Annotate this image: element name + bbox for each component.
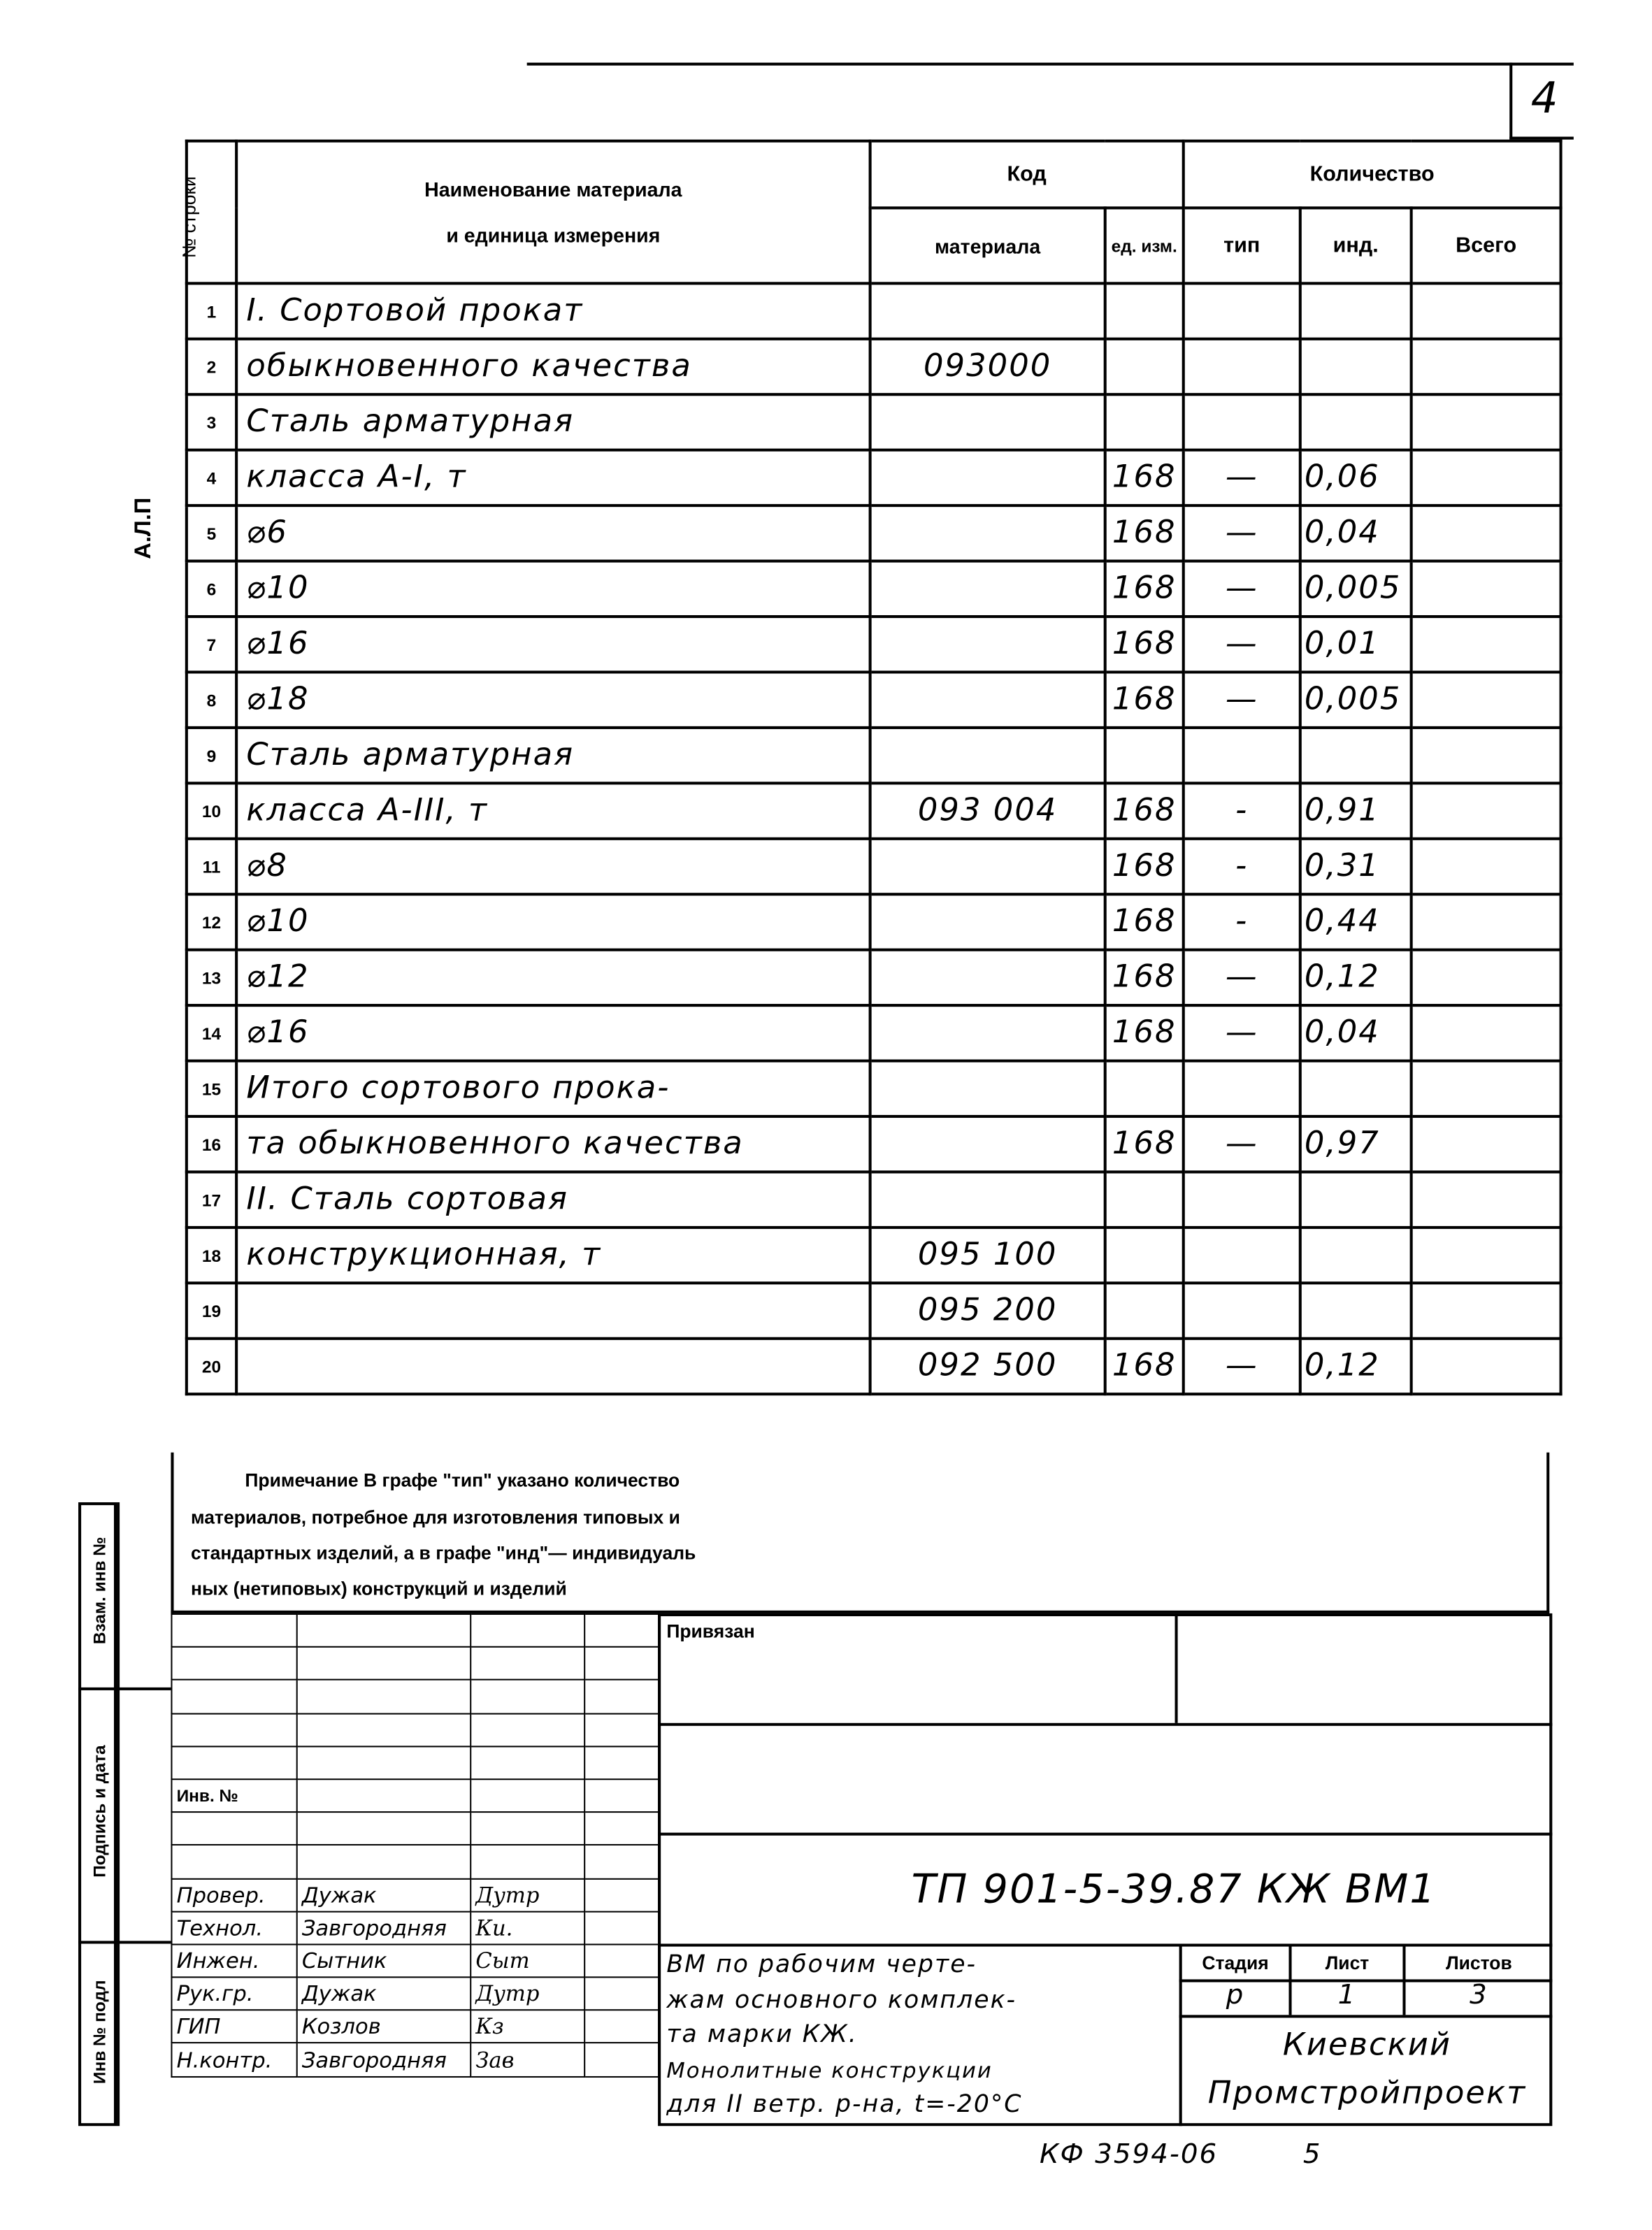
top-border-line: [527, 63, 1574, 66]
signature-grid: [171, 1613, 659, 2077]
signature: Дутр: [471, 1878, 584, 1911]
qty-ind: 0,12: [1300, 950, 1412, 1005]
qty-ind: 0,12: [1300, 1339, 1412, 1394]
signature-cell: [584, 1713, 659, 1746]
signature-cell: [471, 1812, 584, 1845]
material-code: [870, 505, 1105, 561]
qty-type: —: [1184, 1339, 1300, 1394]
qty-ind: 0,04: [1300, 1005, 1412, 1060]
qty-total: [1412, 894, 1561, 949]
sheet-label: Лист: [1325, 1952, 1370, 1974]
row-number: 6: [187, 561, 236, 617]
material-code: [870, 561, 1105, 617]
signature-cell: [297, 1680, 471, 1713]
qty-type: [1184, 1228, 1300, 1283]
row-number: 20: [187, 1339, 236, 1394]
unit-code: 168: [1105, 950, 1184, 1005]
title-block-line: [1179, 2015, 1553, 2017]
qty-type: —: [1184, 505, 1300, 561]
qty-total: [1412, 1005, 1561, 1060]
material-name: Сталь арматурная: [236, 728, 870, 783]
signature-cell: [584, 1978, 659, 2010]
qty-type: —: [1184, 950, 1300, 1005]
unit-code: 168: [1105, 894, 1184, 949]
signature-cell: [471, 1779, 584, 1812]
signer-role: Рук.гр.: [171, 1978, 296, 2010]
qty-type: [1184, 1172, 1300, 1227]
qty-ind: [1300, 283, 1412, 338]
qty-type: —: [1184, 561, 1300, 617]
signer-name: Завгородняя: [297, 1911, 471, 1944]
qty-ind: [1300, 728, 1412, 783]
signature-cell: [297, 1846, 471, 1878]
material-name: конструкционная, т: [236, 1228, 870, 1283]
table-row: [187, 1061, 1561, 1116]
organization-line: Промстройпроект: [1207, 2076, 1527, 2112]
signer-role: Технол.: [171, 1911, 296, 1944]
signature-cell: [171, 1680, 296, 1713]
material-name: класса А-I, т: [236, 450, 870, 505]
sheet-value: 1: [1337, 1979, 1357, 2011]
page-number: 4: [1530, 73, 1560, 124]
signature: Дутр: [471, 1978, 584, 2010]
signature-cell: [471, 1680, 584, 1713]
signer-name: Козлов: [297, 2010, 471, 2043]
side-label-inv-orig: Инв № подл: [89, 1980, 110, 2085]
signature-grid-row: [171, 1978, 659, 2010]
description-line: та марки КЖ.: [666, 2020, 858, 2050]
material-name: ⌀8: [236, 839, 870, 894]
signature-cell: [584, 1779, 659, 1812]
qty-ind: 0,04: [1300, 505, 1412, 561]
unit-code: [1105, 1172, 1184, 1227]
signature-cell: [471, 1647, 584, 1680]
material-code: [870, 728, 1105, 783]
row-number: 3: [187, 394, 236, 449]
qty-total: [1412, 617, 1561, 672]
organization-line: Киевский: [1282, 2027, 1452, 2064]
note-box: [171, 1453, 1549, 1613]
material-code: [870, 283, 1105, 338]
table-row: [187, 394, 1561, 449]
qty-ind: 0,005: [1300, 561, 1412, 617]
signature-grid-row: [171, 1911, 659, 1944]
signature-cell: [297, 1614, 471, 1647]
material-code: [870, 450, 1105, 505]
material-name: класса А-III, т: [236, 783, 870, 838]
unit-code: [1105, 283, 1184, 338]
row-number: 10: [187, 783, 236, 838]
row-number: 4: [187, 450, 236, 505]
signature-cell: [471, 1846, 584, 1878]
material-code: [870, 1005, 1105, 1060]
signature-grid-row: [171, 1713, 659, 1746]
side-mark: А.Л.П: [131, 497, 157, 559]
qty-type: —: [1184, 672, 1300, 727]
signature: Зав: [471, 2043, 584, 2076]
qty-type: —: [1184, 450, 1300, 505]
note-line: Примечание В графе "тип" указано количество: [245, 1469, 680, 1491]
qty-total: [1412, 1116, 1561, 1172]
qty-total: [1412, 450, 1561, 505]
row-number: 18: [187, 1228, 236, 1283]
materials-table: [178, 140, 1563, 1396]
table-row: [187, 839, 1561, 894]
signer-name: Сытник: [297, 1944, 471, 1977]
attached-label: Привязан: [666, 1620, 755, 1642]
qty-ind: [1300, 1283, 1412, 1338]
row-number: 7: [187, 617, 236, 672]
table-row: [187, 1172, 1561, 1227]
signature-grid-row: [171, 2010, 659, 2043]
signature-cell: [297, 1746, 471, 1779]
table-row: [187, 1116, 1561, 1172]
material-name: II. Сталь сортовая: [236, 1172, 870, 1227]
material-code: 093 004: [870, 783, 1105, 838]
row-number: 1: [187, 283, 236, 338]
signature-grid-row: [171, 1812, 659, 1845]
signature-grid-row: [171, 1846, 659, 1878]
qty-total: [1412, 1172, 1561, 1227]
row-number: 17: [187, 1172, 236, 1227]
signature-cell: [584, 1647, 659, 1680]
signature-cell: [171, 1746, 296, 1779]
material-name: Итого сортового прока-: [236, 1061, 870, 1116]
unit-code: 168: [1105, 783, 1184, 838]
qty-total: [1412, 505, 1561, 561]
qty-type: [1184, 339, 1300, 394]
signature-cell: [584, 1680, 659, 1713]
signature-grid-row: [171, 1944, 659, 1977]
signature-cell: [584, 1812, 659, 1845]
side-label-sign-date: Подпись и дата: [89, 1745, 110, 1878]
signature-grid-row: [171, 1746, 659, 1779]
sheets-label: Листов: [1446, 1952, 1512, 1974]
material-code: [870, 1172, 1105, 1227]
table-row: [187, 450, 1561, 505]
material-name: ⌀18: [236, 672, 870, 727]
header-name: Наименование материала и единица измерения: [236, 141, 870, 284]
qty-type: -: [1184, 894, 1300, 949]
title-block-line: [1175, 1613, 1178, 1723]
qty-type: —: [1184, 1116, 1300, 1172]
material-code: [870, 894, 1105, 949]
table-row: [187, 783, 1561, 838]
table-row: [187, 283, 1561, 338]
note-line: материалов, потребное для изготовления типовых и: [190, 1506, 680, 1528]
unit-code: [1105, 1061, 1184, 1116]
row-number: 11: [187, 839, 236, 894]
qty-ind: [1300, 394, 1412, 449]
signature-cell: [297, 1647, 471, 1680]
material-name: ⌀12: [236, 950, 870, 1005]
signature-grid-row: [171, 1614, 659, 1647]
signature-cell: [584, 1878, 659, 1911]
material-name: Сталь арматурная: [236, 394, 870, 449]
stage-label: Стадия: [1202, 1952, 1269, 1974]
header-code: Код: [870, 141, 1184, 208]
header-qty-total: Всего: [1412, 208, 1561, 283]
signer-role: ГИП: [171, 2010, 296, 2043]
organization: [1182, 2022, 1553, 2120]
signature-cell: [471, 1746, 584, 1779]
qty-type: [1184, 1061, 1300, 1116]
description-line: для II ветр. р-на, t=-20°C: [666, 2090, 1023, 2120]
unit-code: 168: [1105, 839, 1184, 894]
qty-total: [1412, 561, 1561, 617]
signature-cell: [171, 1713, 296, 1746]
qty-ind: 0,06: [1300, 450, 1412, 505]
unit-code: [1105, 1283, 1184, 1338]
side-strip-line: [117, 1502, 120, 2126]
sheets-value: 3: [1470, 1979, 1488, 2011]
qty-total: [1412, 672, 1561, 727]
signature-cell: [171, 1614, 296, 1647]
qty-total: [1412, 1061, 1561, 1116]
stage-value: р: [1226, 1979, 1245, 2011]
signer-name: Дужак: [297, 1978, 471, 2010]
page-box-line: [1509, 63, 1512, 140]
description: [666, 1948, 1022, 2123]
material-code: 095 200: [870, 1283, 1105, 1338]
unit-code: [1105, 339, 1184, 394]
table-row: [187, 617, 1561, 672]
row-number: 2: [187, 339, 236, 394]
qty-total: [1412, 950, 1561, 1005]
signature-cell: [471, 1713, 584, 1746]
note-line: ных (нетиповых) конструкций и изделий: [190, 1577, 567, 1599]
qty-total: [1412, 1339, 1561, 1394]
material-name: ⌀16: [236, 617, 870, 672]
title-block-line: [658, 1833, 1552, 1836]
unit-code: [1105, 394, 1184, 449]
row-number: 9: [187, 728, 236, 783]
inv-no-label: Инв. №: [171, 1779, 296, 1812]
signature-cell: [584, 1614, 659, 1647]
signer-role: Н.контр.: [171, 2043, 296, 2076]
unit-code: 168: [1105, 561, 1184, 617]
table-row: [187, 1283, 1561, 1338]
qty-ind: [1300, 1172, 1412, 1227]
table-row: [187, 950, 1561, 1005]
qty-total: [1412, 839, 1561, 894]
signature: Ки.: [471, 1911, 584, 1944]
material-name: ⌀6: [236, 505, 870, 561]
qty-ind: [1300, 339, 1412, 394]
qty-total: [1412, 339, 1561, 394]
qty-total: [1412, 394, 1561, 449]
title-block-line: [658, 1944, 1552, 1947]
unit-code: 168: [1105, 617, 1184, 672]
material-name: ⌀10: [236, 561, 870, 617]
document-code: ТП 901-5-39.87 КЖ ВМ1: [911, 1865, 1437, 1913]
header-code-unit: ед. изм.: [1105, 208, 1184, 283]
row-number: 19: [187, 1283, 236, 1338]
material-code: 093000: [870, 339, 1105, 394]
signature-cell: [171, 1647, 296, 1680]
material-code: 095 100: [870, 1228, 1105, 1283]
footer-page: 5: [1302, 2138, 1322, 2171]
qty-type: [1184, 394, 1300, 449]
signature-grid-row: [171, 1647, 659, 1680]
signer-role: Провер.: [171, 1878, 296, 1911]
qty-type: -: [1184, 783, 1300, 838]
header-quantity: Количество: [1184, 141, 1561, 208]
material-code: [870, 672, 1105, 727]
signature-grid-row: [171, 2043, 659, 2076]
qty-type: [1184, 283, 1300, 338]
side-strip-divider: [78, 1941, 171, 1943]
archive-number: КФ 3594-06: [1040, 2138, 1219, 2171]
signature-cell: [297, 1779, 471, 1812]
qty-type: -: [1184, 839, 1300, 894]
qty-ind: 0,31: [1300, 839, 1412, 894]
material-code: [870, 950, 1105, 1005]
description-line: жам основного комплек-: [666, 1985, 1017, 2015]
description-line: Монолитные конструкции: [666, 2057, 993, 2083]
signer-role: Инжен.: [171, 1944, 296, 1977]
material-name: [236, 1283, 870, 1338]
row-number: 16: [187, 1116, 236, 1172]
material-name: ⌀10: [236, 894, 870, 949]
material-code: [870, 1061, 1105, 1116]
row-number: 15: [187, 1061, 236, 1116]
qty-ind: 0,44: [1300, 894, 1412, 949]
qty-type: [1184, 728, 1300, 783]
row-number: 13: [187, 950, 236, 1005]
unit-code: [1105, 728, 1184, 783]
header-row-no: № строки: [187, 141, 236, 284]
qty-total: [1412, 283, 1561, 338]
table-row: [187, 672, 1561, 727]
signature-cell: [584, 2010, 659, 2043]
table-row: [187, 728, 1561, 783]
table-row: [187, 1005, 1561, 1060]
qty-total: [1412, 1228, 1561, 1283]
qty-ind: 0,91: [1300, 783, 1412, 838]
material-name: [236, 1339, 870, 1394]
row-number: 14: [187, 1005, 236, 1060]
material-name: ⌀16: [236, 1005, 870, 1060]
signature-cell: [471, 1614, 584, 1647]
qty-total: [1412, 1283, 1561, 1338]
qty-ind: 0,01: [1300, 617, 1412, 672]
signature-grid-row: [171, 1680, 659, 1713]
signature-cell: [584, 1846, 659, 1878]
unit-code: 168: [1105, 505, 1184, 561]
unit-code: 168: [1105, 1339, 1184, 1394]
unit-code: 168: [1105, 672, 1184, 727]
table-row: [187, 894, 1561, 949]
signature: Кз: [471, 2010, 584, 2043]
qty-total: [1412, 728, 1561, 783]
qty-type: —: [1184, 617, 1300, 672]
unit-code: 168: [1105, 1005, 1184, 1060]
signature-cell: [171, 1812, 296, 1845]
signer-name: Завгородняя: [297, 2043, 471, 2076]
side-label-replace-inv: Взам. инв №: [89, 1537, 110, 1645]
signer-name: Дужак: [297, 1878, 471, 1911]
unit-code: 168: [1105, 450, 1184, 505]
note-line: стандартных изделий, а в графе "инд"— индивидуаль: [190, 1542, 696, 1564]
material-code: [870, 839, 1105, 894]
qty-total: [1412, 783, 1561, 838]
header-qty-type: тип: [1184, 208, 1300, 283]
signature-cell: [584, 2043, 659, 2076]
header-code-material: материала: [870, 208, 1105, 283]
table-row: [187, 1339, 1561, 1394]
signature-cell: [584, 1911, 659, 1944]
material-code: [870, 1116, 1105, 1172]
row-number: 8: [187, 672, 236, 727]
table-row: [187, 505, 1561, 561]
qty-ind: [1300, 1228, 1412, 1283]
qty-ind: 0,005: [1300, 672, 1412, 727]
material-code: [870, 394, 1105, 449]
material-code: 092 500: [870, 1339, 1105, 1394]
qty-type: —: [1184, 1005, 1300, 1060]
row-number: 12: [187, 894, 236, 949]
signature-cell: [297, 1812, 471, 1845]
signature-cell: [584, 1944, 659, 1977]
qty-type: [1184, 1283, 1300, 1338]
signature-cell: [171, 1846, 296, 1878]
table-row: [187, 339, 1561, 394]
header-qty-ind: инд.: [1300, 208, 1412, 283]
material-name: обыкновенного качества: [236, 339, 870, 394]
signature-grid-row: [171, 1779, 659, 1812]
signature-cell: [297, 1713, 471, 1746]
side-strip-divider: [78, 1688, 171, 1690]
signature-grid-row: [171, 1878, 659, 1911]
row-number: 5: [187, 505, 236, 561]
material-name: та обыкновенного качества: [236, 1116, 870, 1172]
table-row: [187, 561, 1561, 617]
signature: Сыт: [471, 1944, 584, 1977]
unit-code: [1105, 1228, 1184, 1283]
material-name: I. Сортовой прокат: [236, 283, 870, 338]
qty-ind: [1300, 1061, 1412, 1116]
table-row: [187, 1228, 1561, 1283]
unit-code: 168: [1105, 1116, 1184, 1172]
qty-ind: 0,97: [1300, 1116, 1412, 1172]
title-block-line: [658, 1723, 1552, 1726]
material-code: [870, 617, 1105, 672]
description-line: ВМ по рабочим черте-: [666, 1950, 977, 1980]
signature-cell: [584, 1746, 659, 1779]
